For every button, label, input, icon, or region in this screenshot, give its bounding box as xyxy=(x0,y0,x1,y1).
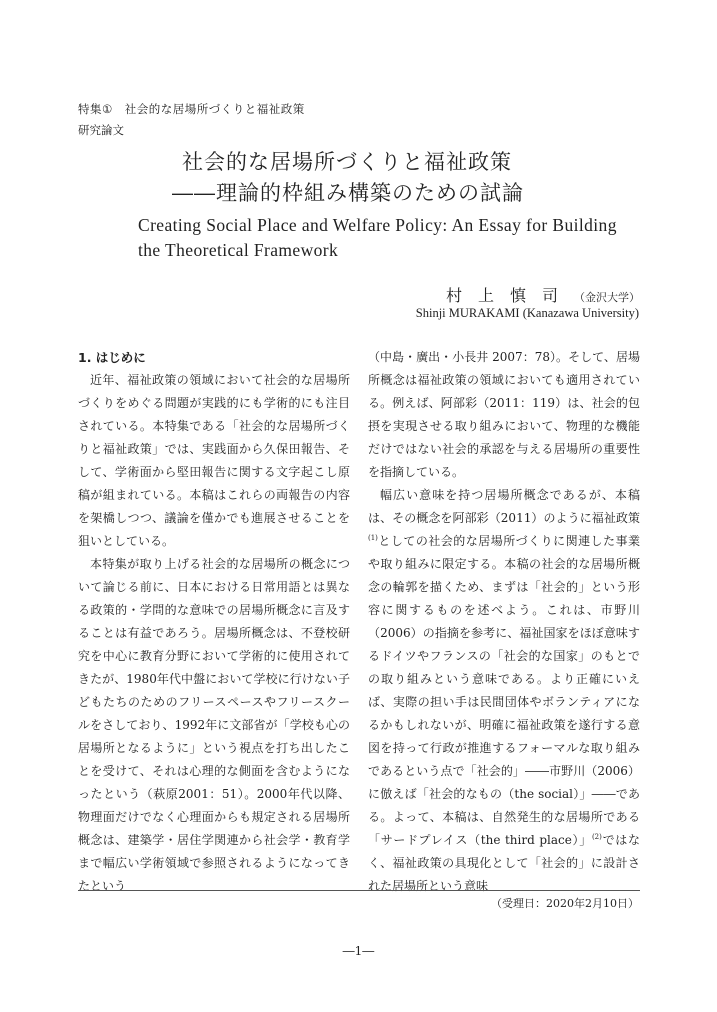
paragraph xyxy=(368,484,640,898)
body-column-left xyxy=(78,346,350,898)
paragraph: （中島・廣出・小長井 2007：78）。そして、居場所概念は福祉政策の領域においても適用されている。例えば、阿部彩（2011：119）は、社会的包摂を実現させる取り組みにおいて、物理的な機能だけではない社会的承認を与える居場所の重要性を指摘している。 xyxy=(368,350,640,479)
footnote-ref[interactable]: (1) xyxy=(368,534,378,542)
paragraph: 近年、福祉政策の領域において社会的な居場所づくりをめぐる問題が実践的にも学術的にも注目されている。本特集である「社会的な居場所づくりと福祉政策」では、実践面から久保田報告、そして、学術面から堅田報告に関する文字起こし原稿が組まれている。本稿はこれらの両報告の内容を架橋しつつ、議論を僅かでも進展させることを狙いとしている。 xyxy=(78,373,350,548)
author-english: Shinji MURAKAMI (Kanazawa University) xyxy=(415,306,639,320)
section-heading: 1. はじめに xyxy=(78,350,146,365)
paragraph: 本特集が取り上げる社会的な居場所の概念について論じる前に、日本における日常用語とは異なる政策的・学問的な意味での居場所概念に言及することは有益であろう。居場所概念は、不登校研究を中心に教育分野において学術的に使用されてきたが、1980年代中盤において学校に行けない子どもたちのためのフリースペースやフリースクールをさしており、1992年に文部省が「学校も心の居場所となるように」という視点を打ち出したことを受けて、それは心理的な側面を含むようになったという（萩原2001：51）。2000年代以降、物理面だけでなく心理面からも規定される居場所概念は、建築学・居住学関連から社会学・教育学まで幅広い学術領域で参照されるようになってきたという xyxy=(78,557,350,893)
page-number: ―1― xyxy=(342,944,375,958)
paragraph-text: ではなく、福祉政策の具現化として「社会的」に設計された居場所という意味 xyxy=(368,833,640,893)
author-japanese xyxy=(446,283,640,306)
article-type-label: 研究論文 xyxy=(78,123,124,137)
received-date: （受理日：2020年2月10日） xyxy=(491,897,639,910)
paragraph-text: 幅広い意味を持つ居場所概念であるが、本稿は、その概念を阿部彩（2011）のように福祉政策 xyxy=(368,488,640,525)
author-name: 村上慎司 xyxy=(445,286,574,305)
footnote-ref[interactable]: (2) xyxy=(591,833,602,841)
author-affiliation: （金沢大学） xyxy=(574,291,640,304)
page-title: 社会的な居場所づくりと福祉政策 xyxy=(182,150,512,174)
special-issue-label: 特集① 社会的な居場所づくりと福祉政策 xyxy=(78,102,305,116)
english-title: Creating Social Place and Welfare Policy: An Essay for Building the Theoretical Framework xyxy=(138,215,617,260)
body-column-right xyxy=(368,346,640,898)
divider xyxy=(78,890,640,891)
page-subtitle: ――理論的枠組み構築のための試論 xyxy=(172,181,524,205)
paragraph-text: としての社会的な居場所づくりに関連した事業や取り組みに限定する。本稿の社会的な居場所概念の輪郭を描くため、まずは「社会的」という形容に関するものを述べよう。これは、市野川（2006）の指摘を参考に、福祉国家をほぼ意味するドイツやフランスの「社会的な国家」のもとでの取り組みという意味である。より正確にいえば、実際の担い手は民間団体やボランティアになるかもしれないが、明確に福祉政策を遂行する意図を持って行政が推進するフォーマルな取り組みであるという点で「社会的」――市野川（2006）に倣えば「社会的なもの（the social）」――である。よって、本稿は、自然発生的な居場所である「サードプレイス（the third place）」 xyxy=(368,534,640,847)
